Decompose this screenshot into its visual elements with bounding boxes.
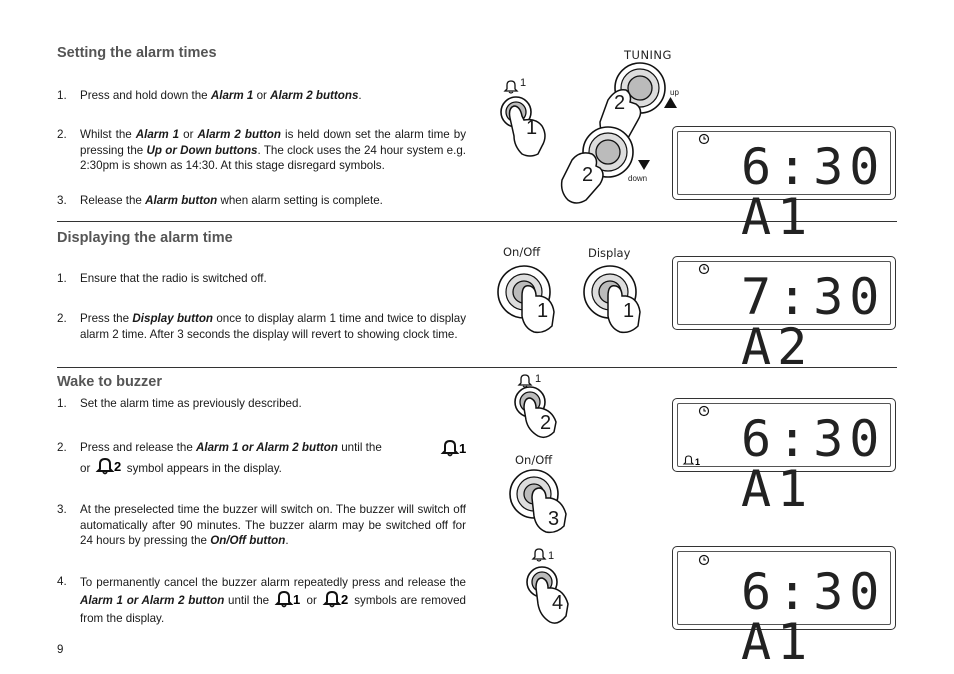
wake-step-4: 4. To permanently cancel the buzzer alarm repeatedly press and release the Alarm 1 or Alarm 2 button until the 1 or 2 symbols are removed from the display. xyxy=(57,575,466,625)
lcd-readout: 6:30 A1 xyxy=(741,410,886,518)
wake-step-2: 2. Press and release the Alarm 1 or Alarm 2 button until the 1 or 2 symbol appears in the display. xyxy=(57,441,467,475)
finger-number: 1 xyxy=(537,300,549,322)
alarm-1-symbol-icon xyxy=(440,439,468,462)
onoff-label: On/Off xyxy=(515,453,553,467)
down-label: down xyxy=(628,174,648,183)
setting-step-2: 2. Whilst the Alarm 1 or Alarm 2 button is held down set the alarm time by pressing the Up or Down buttons. The clock uses the 24 hour system e.g. 2:30pm is shown as 14:30. At this stage disregard symbols. xyxy=(57,128,467,173)
bell-icon xyxy=(519,375,531,387)
clock-icon xyxy=(698,133,710,145)
lcd-display xyxy=(672,256,896,376)
svg-text:2: 2 xyxy=(113,458,121,474)
svg-text:1: 1 xyxy=(292,591,301,607)
finger-number: 1 xyxy=(526,117,538,139)
display-alarm-figure xyxy=(498,262,678,342)
onoff-label: On/Off xyxy=(503,245,541,259)
lcd-readout: 6:30 A1 xyxy=(741,563,886,671)
up-arrow-icon xyxy=(664,97,677,108)
wake-step-1: 1. Set the alarm time as previously described. xyxy=(57,397,302,410)
lcd-display xyxy=(672,398,896,518)
lcd-display xyxy=(672,126,896,246)
clock-icon xyxy=(698,263,710,275)
finger-number: 1 xyxy=(623,300,635,322)
display-label: Display xyxy=(588,246,631,260)
page-number: 9 xyxy=(57,644,64,656)
displaying-step-1: 1. Ensure that the radio is switched off. xyxy=(57,272,267,285)
svg-text:2: 2 xyxy=(340,591,348,607)
section-title-wake: Wake to buzzer xyxy=(57,374,163,390)
lcd-readout: 6:30 A1 xyxy=(741,138,886,246)
alarm-2-symbol-icon xyxy=(321,591,351,608)
wake-step-3: 3. At the preselected time the buzzer will switch on. The buzzer will switch off automatically after 90 minutes. The buzzer alarm may be switched off for 24 hours by pressing the On/Off button. xyxy=(57,503,466,548)
clock-icon xyxy=(698,405,710,417)
lcd-display xyxy=(672,546,896,671)
finger-number: 2 xyxy=(582,164,594,186)
down-arrow-icon xyxy=(638,160,650,170)
tuning-label: TUNING xyxy=(624,48,672,62)
alarm-2-symbol-icon xyxy=(94,458,124,477)
lcd-readout: 7:30 A2 xyxy=(741,268,886,376)
setting-step-1: 1. Press and hold down the Alarm 1 or Alarm 2 buttons. xyxy=(57,89,362,102)
finger-number: 2 xyxy=(540,412,552,434)
section-title-setting: Setting the alarm times xyxy=(57,45,217,61)
finger-number: 4 xyxy=(552,592,564,614)
alarm-indicator-icon xyxy=(683,455,707,467)
finger-number: 3 xyxy=(548,508,560,530)
svg-text:1: 1 xyxy=(459,441,467,456)
displaying-step-2: 2. Press the Display button once to display alarm 1 time and twice to display alarm 2 time. After 3 seconds the display will revert to showing clock time. xyxy=(57,312,467,341)
bell-icon xyxy=(505,81,517,93)
bell-icon xyxy=(533,549,545,561)
finger-number: 2 xyxy=(614,92,626,114)
section-title-displaying: Displaying the alarm time xyxy=(57,230,233,246)
svg-text:1: 1 xyxy=(695,457,701,467)
clock-icon xyxy=(698,554,710,566)
alarm-1-symbol-icon xyxy=(273,591,303,608)
up-label: up xyxy=(670,88,679,97)
setting-step-3: 3. Release the Alarm button when alarm setting is complete. xyxy=(57,194,383,207)
